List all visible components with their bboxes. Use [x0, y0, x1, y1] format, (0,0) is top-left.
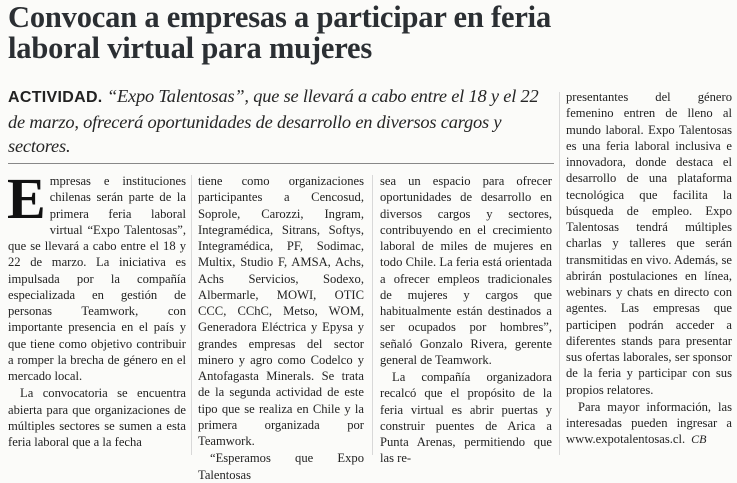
column-separator — [559, 92, 560, 455]
column-3-paragraph-2: La compañía organizadora recalcó que el propósito de la feria virtual es abrir puertas y construir puentes de Arica a Punta Arenas, permitiendo que las re- — [380, 370, 552, 466]
column-3 — [380, 173, 552, 467]
article-lede — [8, 84, 556, 158]
article-headline: Convocan a empresas a participar en feria laboral virtual para mujeres — [8, 0, 552, 65]
column-separator — [372, 175, 373, 455]
contact-text: Para mayor información, las interesadas pueden ingresar a www.expotalentosas.cl. — [566, 399, 732, 447]
column-2 — [198, 173, 364, 483]
column-4-paragraph-2 — [566, 399, 732, 448]
column-2-paragraph-2: “Esperamos que Expo Talentosas — [198, 451, 364, 482]
lede-divider — [8, 163, 554, 164]
column-1 — [7, 166, 186, 450]
lede-kicker: ACTIVIDAD. — [8, 89, 103, 106]
column-2-paragraph-1: tiene como organizaciones participantes a Cencosud, Soprole, Carozzi, Ingram, Integramédica, Sitrans, Softys, Integramédica, PF, Sodimac, Multix, Studio F, AMSA, Achs, Achs Servicios, Sodexo, Albermarle, MOWI, OTIC CCC, CChC, Metso, WOM, Generadora Eléctrica y Epysa y grandes empresas del sector minero y agro como Codelco y Antofagasta Minerals. Se trata de la segunda actividad de este tipo que se realiza en Chile y la primera organizada por Teamwork. — [198, 174, 364, 448]
column-separator — [191, 175, 192, 455]
drop-cap: E — [7, 166, 46, 231]
column-1-paragraph-1: mpresas e instituciones chilenas serán parte de la primera feria laboral virtual “Expo Talentosas”, que se llevará a cabo entre el 18 y 22 de marzo. La iniciativa es impulsada por la compañía especializada en gestión de personas Teamwork, con importante presencia en el país y que tiene como objetivo contribuir a romper la brecha de género en el mercado local. — [8, 174, 186, 383]
author-signature: CB — [691, 432, 707, 447]
column-4 — [566, 89, 732, 448]
column-1-paragraph-2: La convocatoria se encuentra abierta para que organizaciones de múltiples sectores se sumen a esta feria laboral que a la fecha — [8, 386, 186, 449]
column-3-paragraph-1: sea un espacio para ofrecer oportunidades de desarrollo en diversos cargos y sectores, contribuyendo en el crecimiento laboral de miles de mujeres en todo Chile. La feria está orientada a ofrecer empleos tradicionales de mujeres y cargos que habitualmente están destinados a ser ocupados por hombres”, señaló Gonzalo Rivera, gerente general de Teamwork. — [380, 174, 552, 367]
column-4-paragraph-1: presentantes del género femenino entren de lleno al mundo laboral. Expo Talentosas es una feria laboral inclusiva e innovadora, donde destaca el desarrollo de una plataforma tecnológica que facilita la búsqueda de empleo. Expo Talentosas tendrá múltiples charlas y talleres que serán transmitidas en vivo. Además, se abrirán postulaciones en línea, webinars y chats en directo con agentes. Las empresas que participen podrán acceder a diferentes stands para presentar sus ofertas laborales, ser sponsor de la feria y participar con sus propios relatores. — [566, 90, 732, 397]
lede-text: “Expo Talentosas”, que se llevará a cabo entre el 18 y el 22 de marzo, ofrecerá oportunidades de desarrollo en diversos cargos y sectores. — [8, 86, 539, 156]
